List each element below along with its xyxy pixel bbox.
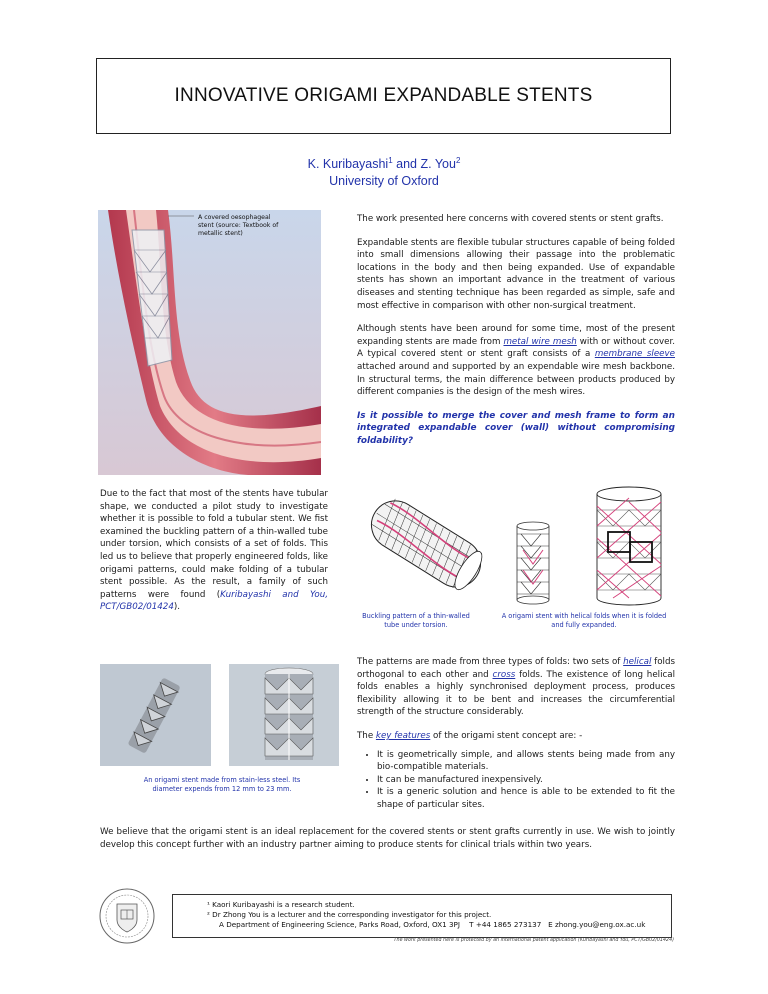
feature-item: • It can be manufactured inexpensively. [377,774,675,787]
highlight-membrane-sleeve: membrane sleeve [594,349,675,360]
buckling-tube-figure [356,480,496,608]
folded-stent-photo [100,664,211,766]
intro-p2: Expandable stents are flexible tubular structures capable of being folded into small dimensions allowing their passage into the problematic locations in the body and then being expanded. Use of expandable stents has shown an important advance in the treatment of various diseases and stenting technique has been regarded as simple, safe and most effective in comparison with other non-surgical treatment. [357,237,675,311]
patent-citation: Kuribayashi and You, PCT/GB02/01424 [100,589,328,613]
patterns-p2: The key features of the origami stent concept are: - [357,730,583,741]
highlight-helical: helical [623,657,652,667]
footnote-1: ¹ Kaori Kuribayashi is a research student. [207,900,355,909]
highlight-cross: cross [492,669,516,680]
intro-section [357,213,675,448]
highlight-metal-wire-mesh: metal wire mesh [503,336,577,347]
feature-item: • It is a generic solution and hence is able to be extended to fit the shape of particular sites. [377,786,675,811]
author-b: and Z. You [392,157,456,172]
poster-title: INNOVATIVE ORIGAMI EXPANDABLE STENTS [174,85,593,106]
oxford-crest-logo [98,886,156,946]
folded-stent-figure [513,520,553,606]
title-box [96,58,671,134]
intro-p3: Although stents have been around for some time, most of the present expanding stents are made from metal wire mesh with or without cover. A typical covered stent or stent graft consists of a membrane sleeve attached around and supported by an expendable wire mesh backbone. In structural terms, the main difference between products produced by different companies is the design of the mesh wires. [357,324,676,398]
author-a: K. Kuribayashi [307,157,389,172]
inset-caption: A covered oesophageal stent (source: Textbook of metallic stent) [198,214,279,237]
conclusion-paragraph: We believe that the origami stent is an ideal replacement for the covered stents or stent grafts currently in use. We wish to jointly develop this concept further with an industry partner aiming to produce stents for clinical trials within two years. [100,827,675,850]
highlight-key-features: key features [375,730,431,741]
contact-address: A Department of Engineering Science, Parks Road, Oxford, OX1 3PJ T +44 1865 273137 E zhong.you@eng.ox.ac.uk [219,920,646,929]
expanded-stent-photo [229,664,339,766]
feature-item: • It is geometrically simple, and allows stents being made from any bio-compatible materials. [377,749,675,774]
author-line: K. Kuribayashi$^1$ and Z. You$^2$ [307,156,461,172]
expanded-stent-figure [594,486,664,608]
steel-stent-caption: An origami stent made from stain-less steel. Its diameter expends from 12 mm to 23 mm. [143,776,301,793]
oesophageal-stent-illustration [98,210,321,475]
authors-block [0,152,768,190]
footnote-2: ² Dr Zhong You is a lecturer and the corresponding investigator for this project. [207,910,492,919]
pilot-study-paragraph: Due to the fact that most of the stents have tubular shape, we conducted a pilot study to investigate whether it is possible to fold a tubular stent. We fist examined the buckling pattern of a thin-walled tube under torsion, which consists of a set of folds. This led us to believe that properly engineered folds, like origami patterns, could make folding of a tubular stent possible. As the result, a family of such patterns were found (Kuribayashi and You, PCT/GB02/01424). [100,489,328,613]
footer-box [172,894,672,938]
research-question: Is it possible to merge the cover and mesh frame to form an integrated expandable cover (wall) without compromising foldability? [357,410,675,446]
intro-p1: The work presented here concerns with covered stents or stent grafts. [357,214,664,224]
patterns-p1: The patterns are made from three types of folds: two sets of helical folds orthogonal to each other and cross folds. The existence of long helical folds enables a highly synchronised deployment process, produces flexibility allowing it to be bent and increases the circumferential strength of the structure considerably. [357,657,676,718]
helical-stent-caption: A origami stent with helical folds when it is folded and fully expanded. [501,612,667,629]
affiliation: University of Oxford [329,174,439,189]
patent-notice: The work presented here is protected by an international patent application (Kuribayashi and You, PCT/GB02/01424) [393,938,674,943]
patterns-section [357,656,675,812]
buckling-caption: Buckling pattern of a thin-walled tube under torsion. [362,612,470,629]
feature-list [357,749,675,812]
